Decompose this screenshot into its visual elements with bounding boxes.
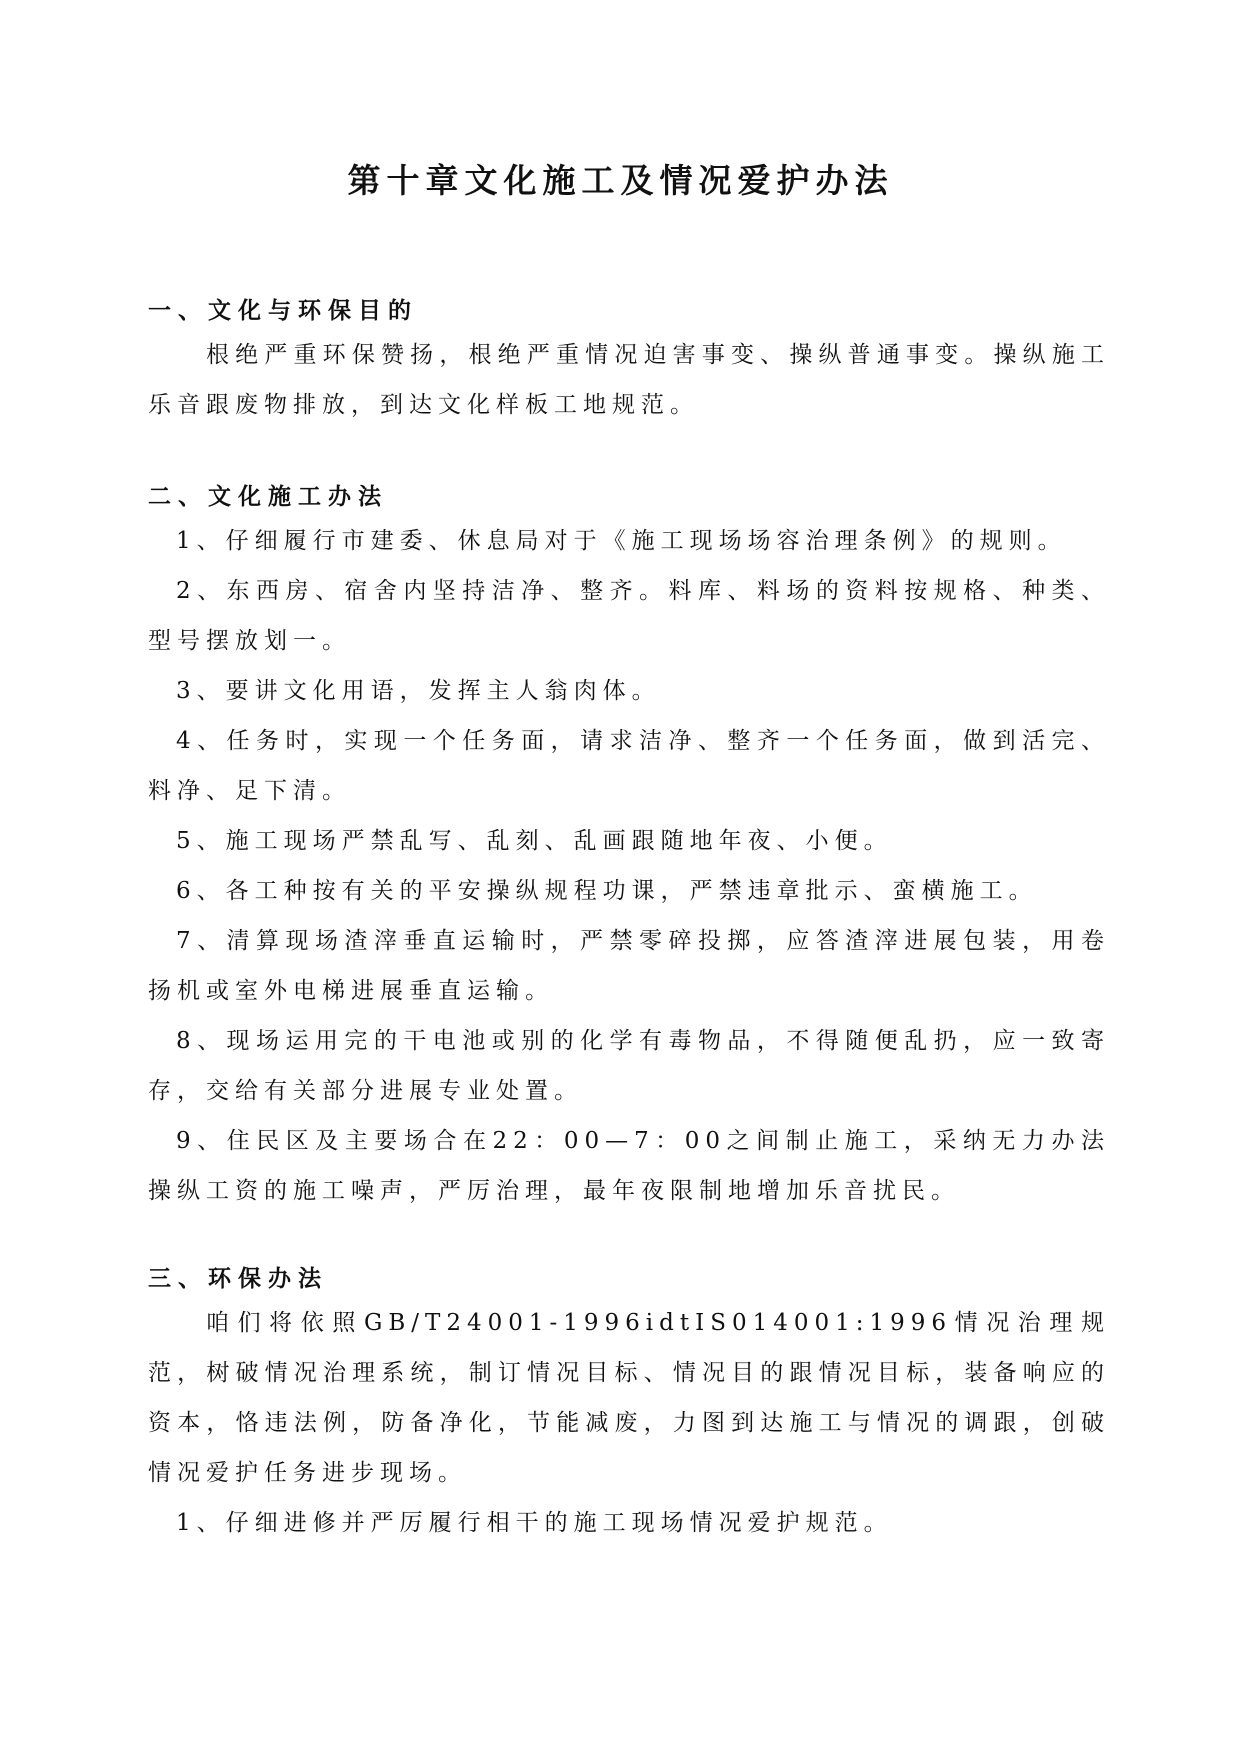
list-item: 9、住民区及主要场合在22：00—7：00之间制止施工，采纳无力办法操纵工资的施工噪声，严厉治理，最年夜限制地增加乐音扰民。 bbox=[148, 1128, 1110, 1204]
list-item: 5、施工现场严禁乱写、乱刻、乱画跟随地年夜、小便。 bbox=[176, 828, 893, 854]
list-item: 3、要讲文化用语，发挥主人翁肉体。 bbox=[176, 678, 661, 704]
list-item: 7、清算现场渣滓垂直运输时，严禁零碎投掷，应答渣滓进展包装，用卷扬机或室外电梯进展垂直运输。 bbox=[148, 928, 1110, 1004]
document-title: 第十章文化施工及情况爱护办法 bbox=[347, 161, 894, 200]
section-1 bbox=[148, 292, 1110, 430]
list-item: 4、任务时，实现一个任务面，请求洁净、整齐一个任务面，做到活完、料净、足下清。 bbox=[148, 728, 1110, 804]
list-item: 1、仔细进修并严厉履行相干的施工现场情况爱护规范。 bbox=[176, 1510, 893, 1536]
document-body bbox=[148, 292, 1110, 1548]
list-item: 1、仔细履行市建委、休息局对于《施工现场场容治理条例》的规则。 bbox=[176, 528, 1067, 554]
paragraph: 咱们将依照GB/T24001-1996idtIS014001:1996情况治理规范，树破情况治理系统，制订情况目标、情况目的跟情况目标，装备响应的资本，恪违法例，防备净化，节能减废，力图到达施工与情况的调跟，创破情况爱护任务进步现场。 bbox=[148, 1310, 1110, 1486]
section-heading: 一、文化与环保目的 bbox=[148, 297, 418, 324]
list-item: 2、东西房、宿舍内坚持洁净、整齐。料库、料场的资料按规格、种类、型号摆放划一。 bbox=[148, 578, 1110, 654]
section-3 bbox=[148, 1260, 1110, 1548]
section-2 bbox=[148, 478, 1110, 1216]
list-item: 6、各工种按有关的平安操纵规程功课，严禁违章批示、蛮横施工。 bbox=[176, 878, 1038, 904]
paragraph: 根绝严重环保赞扬，根绝严重情况迫害事变、操纵普通事变。操纵施工乐音跟废物排放，到达文化样板工地规范。 bbox=[148, 342, 1110, 418]
section-heading: 三、环保办法 bbox=[148, 1265, 328, 1292]
section-heading: 二、文化施工办法 bbox=[148, 483, 388, 510]
list-item: 8、现场运用完的干电池或别的化学有毒物品，不得随便乱扔，应一致寄存，交给有关部分进展专业处置。 bbox=[148, 1028, 1110, 1104]
